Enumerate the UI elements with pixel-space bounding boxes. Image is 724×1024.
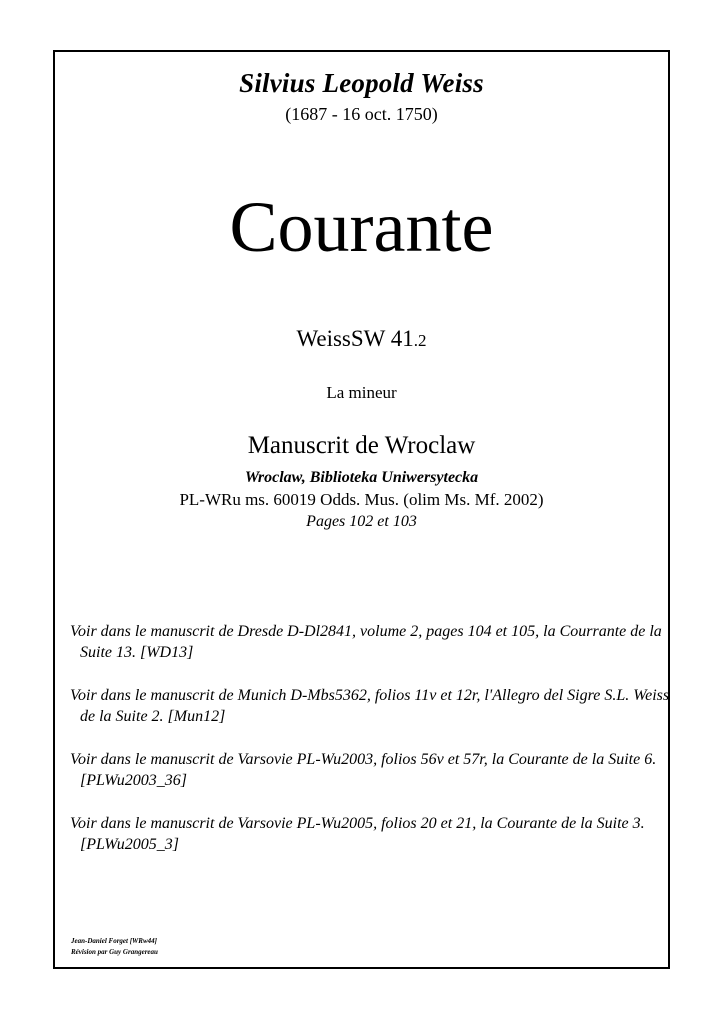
catalog-main: WeissSW 41 [296,326,414,351]
concordance-item: Voir dans le manuscrit de Varsovie PL-Wu2003, folios 56v et 57r, la Courante de la Suite 6. [PLWu2003_36] [70,751,657,789]
editor-credit: Jean-Daniel Forget [WRw44] [71,937,157,945]
source-name: Manuscrit de Wroclaw [247,432,476,459]
concordance-item: Voir dans le manuscrit de Varsovie PL-Wu2005, folios 20 et 21, la Courante de la Suite 3. [PLWu2005_3] [70,815,645,853]
source-shelfmark: PL-WRu ms. 60019 Odds. Mus. (olim Ms. Mf. 2002) [179,490,544,509]
revision-credit: Révision par Guy Grangereau [71,948,158,956]
key-signature: La mineur [326,383,397,402]
credits [71,936,158,958]
concordance-list [70,621,670,877]
piece-title: Courante [229,187,494,267]
composer-dates: (1687 - 16 oct. 1750) [285,104,438,124]
source-pages: Pages 102 et 103 [306,513,417,530]
composer-name: Silvius Leopold Weiss [239,68,484,98]
catalog-suffix: .2 [413,331,427,350]
page-frame [53,50,670,969]
catalog-number [55,326,668,352]
concordance-item: Voir dans le manuscrit de Munich D-Mbs5362, folios 11v et 12r, l'Allegro del Sigre S.L. Weiss de la Suite 2. [Mun12] [70,687,670,725]
concordance-item: Voir dans le manuscrit de Dresde D-Dl2841, volume 2, pages 104 et 105, la Courrante de la Suite 13. [WD13] [70,623,662,661]
source-library: Wroclaw, Biblioteka Uniwersytecka [244,469,479,486]
